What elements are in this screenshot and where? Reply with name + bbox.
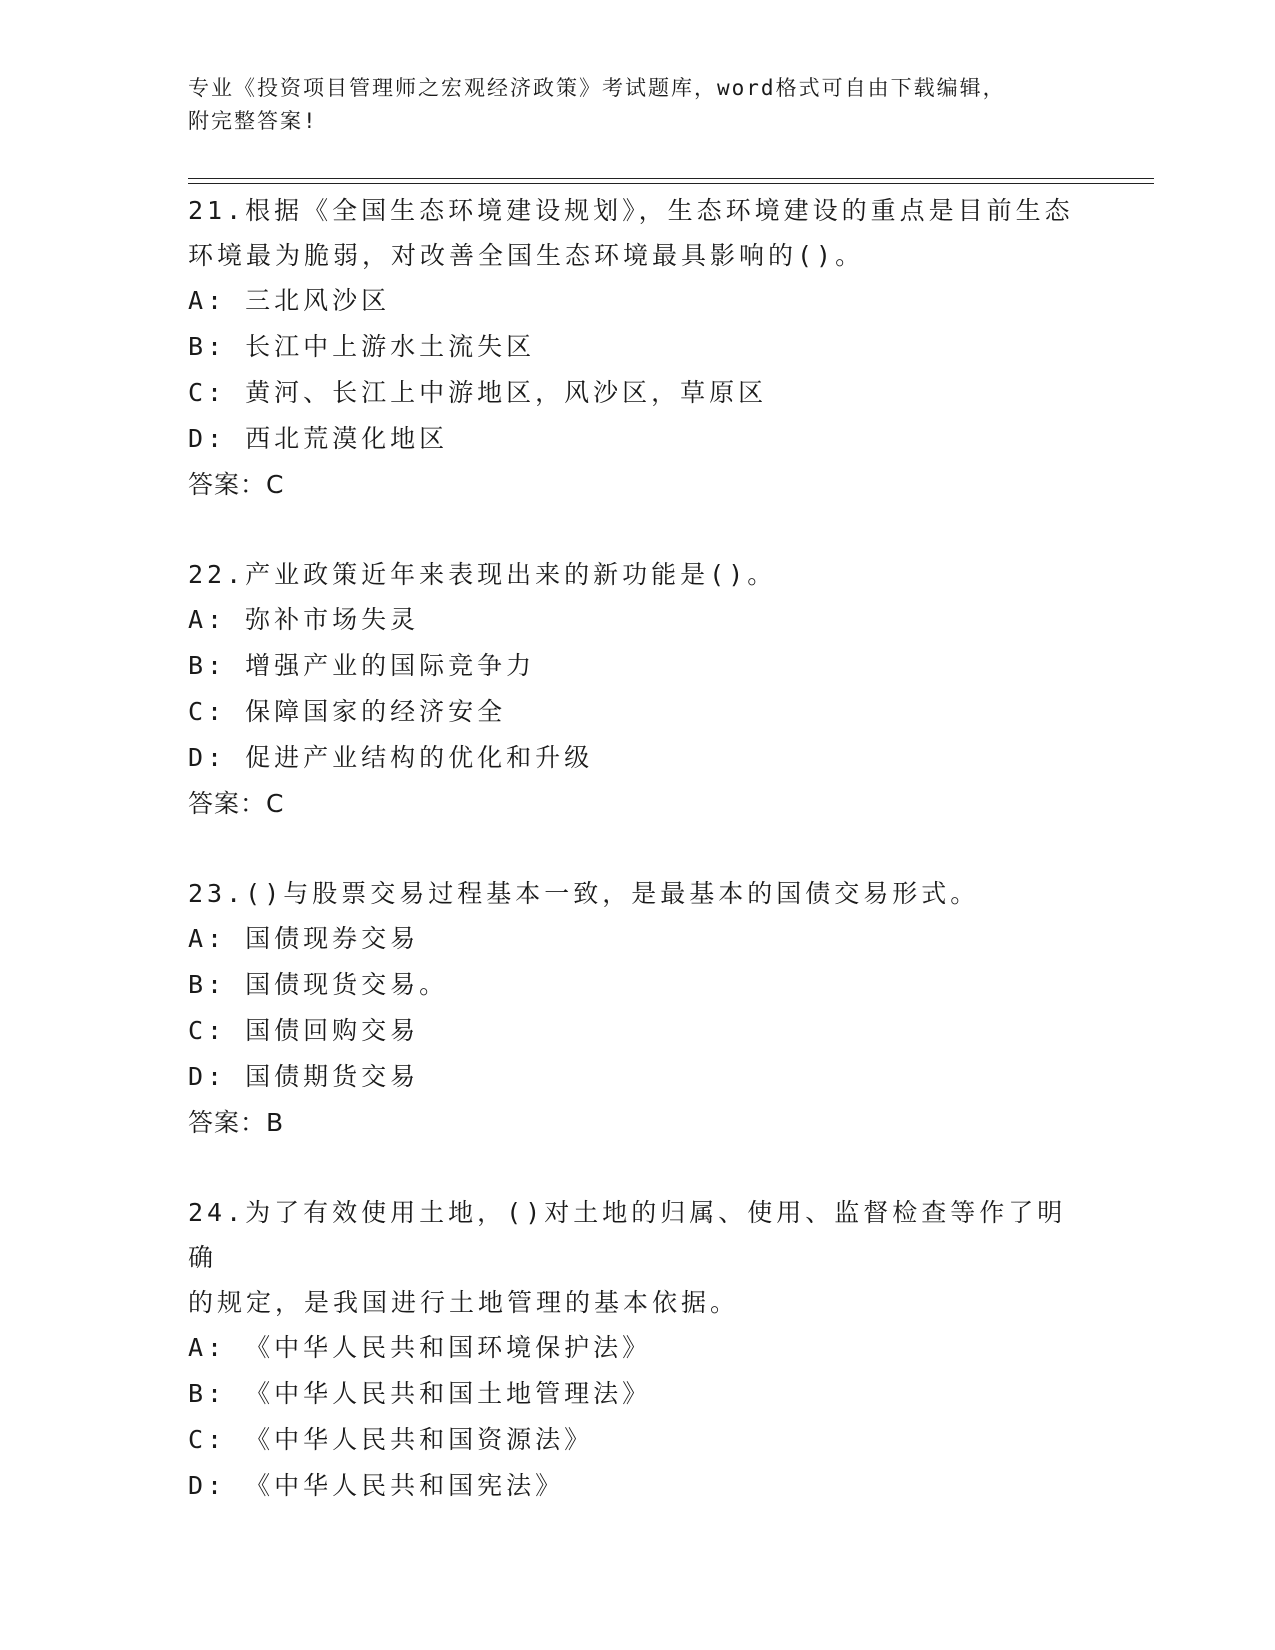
document-header [188, 72, 1088, 138]
option-a: A: 《中华人民共和国环境保护法》 [188, 1333, 652, 1362]
option-b: B: 增强产业的国际竞争力 [188, 651, 536, 680]
answer-line: 答案：C [188, 789, 285, 818]
header-line-1: 专业《投资项目管理师之宏观经济政策》考试题库，word格式可自由下载编辑， [188, 76, 1006, 100]
question-stem: 24.为了有效使用土地，()对土地的归属、使用、监督检查等作了明确 [188, 1198, 1067, 1272]
question-list [188, 188, 1088, 1509]
option-b: B: 长江中上游水土流失区 [188, 332, 536, 361]
header-divider-top [188, 178, 1154, 179]
answer-line: 答案：B [188, 1108, 285, 1137]
option-b: B: 《中华人民共和国土地管理法》 [188, 1379, 652, 1408]
question-stem: 23.()与股票交易过程基本一致，是最基本的国债交易形式。 [188, 879, 980, 908]
option-a: A: 弥补市场失灵 [188, 605, 420, 634]
question-stem: 21.根据《全国生态环境建设规划》，生态环境建设的重点是目前生态 [188, 196, 1074, 225]
question-24 [188, 1190, 1088, 1509]
option-b: B: 国债现货交易。 [188, 970, 449, 999]
question-22 [188, 552, 1088, 827]
option-d: D: 西北荒漠化地区 [188, 424, 449, 453]
answer-line: 答案：C [188, 470, 285, 499]
question-stem: 的规定，是我国进行土地管理的基本依据。 [188, 1288, 740, 1317]
option-c: C: 《中华人民共和国资源法》 [188, 1425, 594, 1454]
header-divider-bottom [188, 183, 1154, 184]
question-stem: 环境最为脆弱，对改善全国生态环境最具影响的()。 [188, 241, 865, 270]
option-a: A: 三北风沙区 [188, 286, 391, 315]
header-line-2: 附完整答案! [188, 109, 318, 133]
option-c: C: 国债回购交易 [188, 1016, 420, 1045]
option-c: C: 保障国家的经济安全 [188, 697, 507, 726]
option-a: A: 国债现券交易 [188, 924, 420, 953]
question-21 [188, 188, 1088, 508]
question-23 [188, 871, 1088, 1146]
option-d: D: 《中华人民共和国宪法》 [188, 1471, 565, 1500]
question-stem: 22.产业政策近年来表现出来的新功能是()。 [188, 560, 777, 589]
option-d: D: 促进产业结构的优化和升级 [188, 743, 594, 772]
option-c: C: 黄河、长江上中游地区，风沙区，草原区 [188, 378, 768, 407]
option-d: D: 国债期货交易 [188, 1062, 420, 1091]
